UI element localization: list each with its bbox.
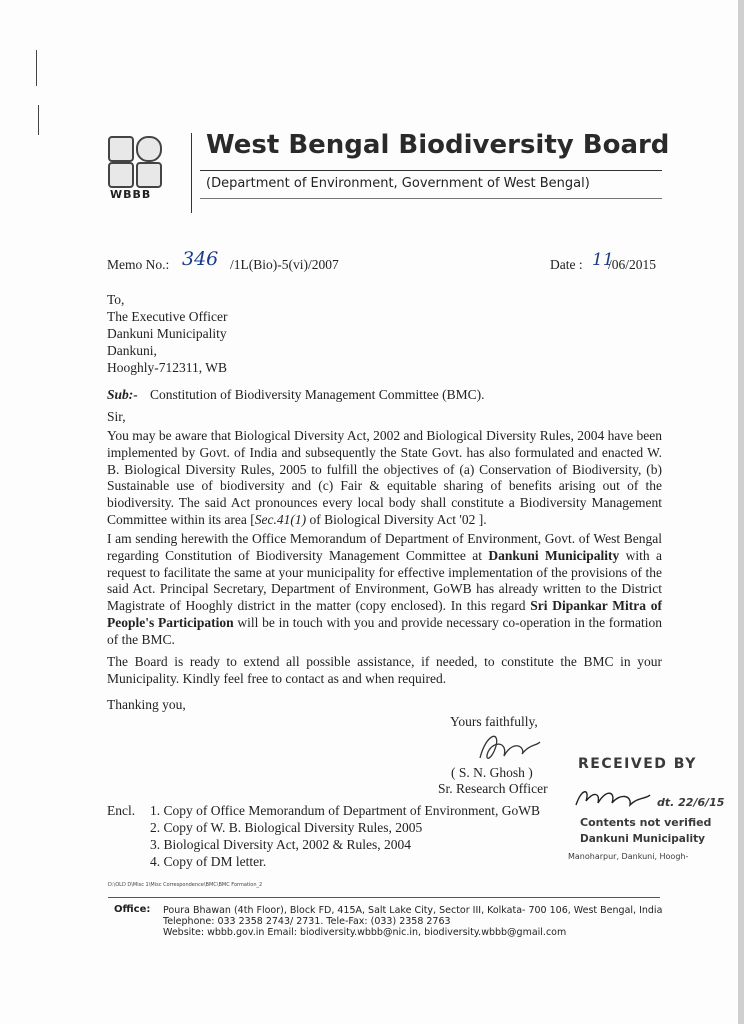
letterhead-rule	[200, 198, 662, 199]
letterhead-subtitle: (Department of Environment, Government of West Bengal)	[206, 176, 590, 191]
footer-rule	[108, 897, 660, 898]
board-logo	[104, 130, 188, 215]
address-line: The Executive Officer	[107, 309, 228, 324]
closing-yours: Yours faithfully,	[450, 714, 538, 729]
file-path: D:\OLD D\Misc 1\Misc Correspondence\BMC\BMC Formation_2	[108, 882, 263, 888]
memo-number-handwritten: 346	[182, 248, 219, 270]
received-date: dt. 22/6/15	[657, 796, 725, 809]
body-paragraph: The Board is ready to extend all possible assistance, if needed, to constitute the BMC in your Municipality. Kindly feel free to contact as and when required.	[107, 654, 662, 686]
footer-web-email: Website: wbbb.gov.in Email: biodiversity.wbbb@nic.in, biodiversity.wbbb@gmail.com	[163, 927, 567, 938]
address-line: Dankuni,	[107, 343, 157, 358]
address-to: To,	[107, 292, 125, 307]
body-paragraph: I am sending herewith the Office Memorandum of Department of Environment, Govt. of West Bengal regarding Constitution of Biodiversity Management Committee at Dankuni Municipality with a request to facilitate the same at your municipality for effective implementation of the provisions of the said Act. Principal Secretary, Department of Environment, GoWB has already written to the District Magistrate of Hooghly district in the matter (copy enclosed). In this regard Sri Dipankar Mitra of People's Participation will be in touch with you and provide necessary co-operation in the formation of the BMC.	[107, 531, 663, 647]
address-line: Dankuni Municipality	[107, 326, 227, 341]
enclosure-item: 2. Copy of W. B. Biological Diversity Rules, 2005	[150, 820, 423, 835]
received-stamp-title: RECEIVED BY	[578, 756, 697, 772]
punch-mark	[38, 105, 39, 135]
salutation: Sir,	[107, 409, 126, 424]
thanking-line: Thanking you,	[107, 697, 186, 712]
page-edge-shadow	[738, 0, 744, 1024]
subject-label: Sub:-	[107, 387, 138, 402]
signature-icon	[474, 728, 546, 766]
memo-reference: /1L(Bio)-5(vi)/2007	[230, 257, 339, 272]
footer-address: Poura Bhawan (4th Floor), Block FD, 415A, Salt Lake City, Sector III, Kolkata- 700 106, West Bengal, India	[163, 905, 663, 916]
date-label: Date :	[550, 257, 583, 272]
stamp-line: Dankuni Municipality	[580, 833, 705, 845]
stamp-line: Contents not verified	[580, 816, 712, 829]
memo-label: Memo No.:	[107, 257, 170, 272]
address-line: Hooghly-712311, WB	[107, 360, 227, 375]
logo-emblem-icon	[136, 136, 162, 162]
logo-emblem-icon	[108, 136, 134, 162]
letterhead-title: West Bengal Biodiversity Board	[206, 130, 670, 160]
footer-telephone: Telephone: 033 2358 2743/ 2731. Tele-Fax: (033) 2358 2763	[163, 916, 451, 927]
date-day-handwritten: 11	[592, 250, 614, 270]
enclosure-item: 1. Copy of Office Memorandum of Department of Environment, GoWB	[150, 803, 541, 818]
letterhead-rule	[200, 170, 662, 171]
punch-mark	[36, 50, 37, 86]
signatory-designation: Sr. Research Officer	[438, 781, 548, 796]
footer-office-label: Office:	[114, 904, 151, 915]
logo-emblem-icon	[136, 162, 162, 188]
date-value: /06/2015	[608, 257, 657, 272]
enclosure-item: 3. Biological Diversity Act, 2002 & Rules, 2004	[150, 837, 411, 852]
logo-text: WBBB	[110, 188, 152, 201]
subject-text: Constitution of Biodiversity Management Committee (BMC).	[150, 387, 485, 402]
logo-emblem-icon	[108, 162, 134, 188]
body-paragraph: You may be aware that Biological Diversity Act, 2002 and Biological Diversity Rules, 2004 have been implemented by Govt. of India and subsequently the State Govt. has also formulated and enacted W. B. Biological Diversity Rules, 2005 to fulfill the objectives of (a) Conservation of Biodiversity, (b) Sustainable use of biodiversity and (c) Fair & equitable sharing of benefits arising out of the biodiversity. The said Act pronounces every local body shall constitute a Biodiversity Management Committee within its area [Sec.41(1) of Biological Diversity Act '02 ].	[107, 428, 662, 527]
stamp-line: Manoharpur, Dankuni, Hoogh-	[568, 852, 689, 861]
letterhead-divider	[191, 133, 192, 213]
receiver-signature-icon	[572, 785, 654, 811]
enclosure-item: 4. Copy of DM letter.	[150, 854, 267, 869]
enclosures-label: Encl.	[107, 803, 136, 818]
signatory-name: ( S. N. Ghosh )	[451, 765, 533, 780]
